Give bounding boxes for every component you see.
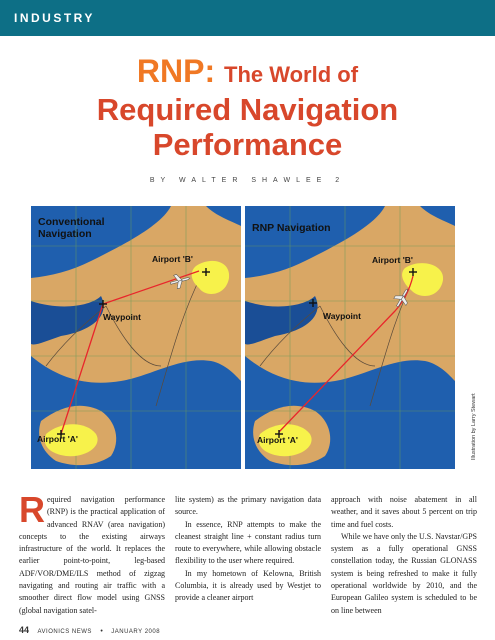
paragraph: approach with noise abatement in all weather, and it saves about 5 percent on trip time and fuel costs. xyxy=(331,495,477,529)
publication-name: AVIONICS NEWS xyxy=(37,629,92,635)
paragraph: lite system) as the primary navigation data source. xyxy=(175,495,321,517)
section-header-bar xyxy=(0,0,495,36)
article-headline xyxy=(0,54,495,162)
headline-line-1-rest: The World of xyxy=(224,62,359,87)
conventional-navigation-map xyxy=(31,206,241,469)
map-illustration xyxy=(245,206,455,469)
paragraph: In my hometown of Kelowna, British Columbia, it is already used by Westjet to provide a cleaner airport xyxy=(175,568,321,603)
airport-a-label: Airport 'A' xyxy=(257,435,298,445)
section-label: INDUSTRY xyxy=(14,11,95,25)
headline-acronym: RNP: xyxy=(136,53,216,89)
waypoint-label: Waypoint xyxy=(323,311,361,321)
map-title: Conventional Navigation xyxy=(38,216,105,240)
page-footer xyxy=(19,620,160,638)
waypoint-label: Waypoint xyxy=(103,312,141,322)
map-illustration xyxy=(31,206,241,469)
airport-b-label: Airport 'B' xyxy=(372,255,413,265)
headline-line-3: Performance xyxy=(152,127,343,162)
headline-line-1 xyxy=(0,54,495,92)
headline-line-2: Required Navigation xyxy=(96,92,399,127)
airport-a-label: Airport 'A' xyxy=(37,434,78,444)
airport-b-label: Airport 'B' xyxy=(152,254,193,264)
byline: BY WALTER SHAWLEE 2 xyxy=(149,177,346,184)
paragraph: In essence, RNP attempts to make the cleanest straight line + constant radius turn route to everywhere, while allowing obstacle flexibility to the user where required. xyxy=(175,519,321,566)
page-number: 44 xyxy=(19,625,30,635)
footer-separator: • xyxy=(100,628,103,635)
rnp-navigation-map xyxy=(245,206,455,469)
issue-date: JANUARY 2008 xyxy=(111,629,161,635)
drop-cap: R xyxy=(19,489,45,530)
article-column-2 xyxy=(175,494,321,605)
paragraph: While we have only the U.S. Navstar/GPS system as a fully operational GNSS constellation today, the Russian GLONASS system is being refreshed to make it fully operational worldwide by 2010, and the European Galileo system is scheduled to be on line between xyxy=(331,531,477,615)
paragraph: Required navigation performance (RNP) is the practical application of advanced RNAV (area navigation) concepts to the existing airways infrastructure of the world. It replaces the earlier point-to-point, leg-based ADF/VOR/DME/ILS method of zigzag navigating and routing air traffic with a smoother direct flow model using GNSS (global navigation satel- xyxy=(19,489,165,615)
article-column-1 xyxy=(19,489,165,617)
map-title: RNP Navigation xyxy=(252,222,331,234)
illustration-credit: Illustration by Larry Stewart xyxy=(471,393,477,460)
article-column-3 xyxy=(331,494,477,617)
